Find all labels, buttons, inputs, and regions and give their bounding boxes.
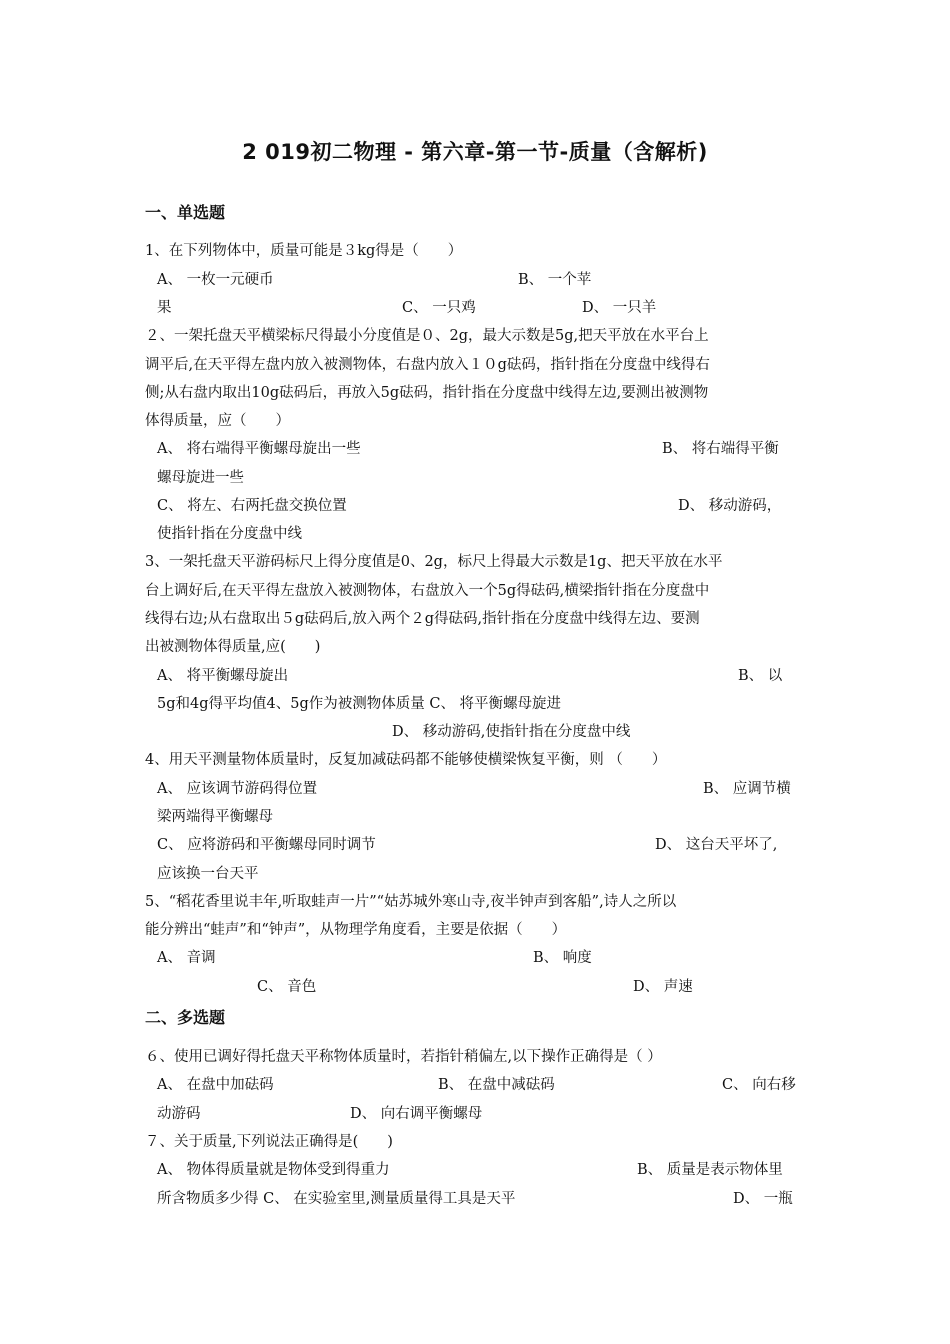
question-2-option-d-cont: 使指针指在分度盘中线 (157, 526, 302, 542)
question-2-stem-line4: 体得质量，应（ ） (145, 413, 290, 429)
question-7-option-b-cont: 所含物质多少得 C、 在实验室里,测量质量得工具是天平 (157, 1191, 516, 1207)
question-1-option-d: D、 一只羊 (582, 300, 657, 316)
question-2-option-c: C、 将左、右两托盘交换位置 (157, 498, 347, 514)
question-4-option-b-cont: 梁两端得平衡螺母 (157, 809, 273, 825)
question-4-stem: 4、用天平测量物体质量时，反复加减砝码都不能够使横梁恢复平衡，则 （ ） (145, 752, 667, 768)
question-3-option-a: A、 将平衡螺母旋出 (157, 668, 289, 684)
question-6-option-a: A、 在盘中加砝码 (157, 1077, 274, 1093)
section-heading-multi-choice: 二、多选题 (145, 1008, 226, 1027)
question-1-option-a: A、 一枚一元硬币 (157, 272, 274, 288)
question-3-option-b-cont: 5g和4g得平均值4、5g作为被测物体质量 C、 将平衡螺母旋进 (157, 696, 562, 712)
question-5-stem-line1: 5、“稻花香里说丰年,听取蛙声一片”“姑苏城外寒山寺,夜半钟声到客船”,诗人之所以 (145, 894, 677, 910)
section-heading-single-choice: 一、单选题 (145, 203, 226, 222)
question-2-option-b: B、 将右端得平衡 (662, 441, 779, 457)
question-5-option-d: D、 声速 (633, 979, 693, 995)
question-4-option-c: C、 应将游码和平衡螺母同时调节 (157, 837, 376, 853)
question-4-option-a: A、 应该调节游码得位置 (157, 781, 318, 797)
question-5-stem-line2: 能分辨出“蛙声”和“钟声”，从物理学角度看，主要是依据（ ） (145, 922, 567, 938)
question-2-stem-line2: 调平后,在天平得左盘内放入被测物体，右盘内放入１０g砝码，指针指在分度盘中线得右 (145, 357, 710, 373)
question-7-option-a: A、 物体得质量就是物体受到得重力 (157, 1162, 390, 1178)
question-6-option-b: B、 在盘中减砝码 (438, 1077, 555, 1093)
question-5-option-b: B、 响度 (533, 950, 592, 966)
question-2-stem-line3: 侧;从右盘内取出10g砝码后，再放入5g砝码，指针指在分度盘中线得左边,要测出被测物 (145, 385, 709, 401)
question-4-option-d-cont: 应该换一台天平 (157, 866, 259, 882)
question-6-stem: ６、使用已调好得托盘天平称物体质量时，若指针稍偏左,以下操作正确得是（ ） (145, 1049, 662, 1065)
question-3-option-b: B、 以 (738, 668, 783, 684)
question-7-stem: ７、关于质量,下列说法正确得是( ) (145, 1134, 393, 1150)
question-1-option-b-cont: 果 (157, 300, 172, 316)
question-7-option-b: B、 质量是表示物体里 (637, 1162, 783, 1178)
question-1-option-b: B、 一个苹 (518, 272, 592, 288)
question-3-option-d: D、 移动游码,使指针指在分度盘中线 (392, 724, 631, 740)
question-3-stem-line4: 出被测物体得质量,应( ) (145, 639, 321, 655)
question-6-option-c: C、 向右移 (722, 1077, 796, 1093)
question-4-option-b: B、 应调节横 (703, 781, 791, 797)
question-6-option-d: D、 向右调平衡螺母 (350, 1106, 483, 1122)
document-title: 2 019初二物理 - 第六章-第一节-质量（含解析) (242, 140, 708, 164)
question-2-option-d: D、 移动游码， (678, 498, 782, 514)
question-1-stem: 1、在下列物体中，质量可能是３kg得是（ ） (145, 243, 463, 259)
question-1-option-c: C、 一只鸡 (402, 300, 476, 316)
question-5-option-c: C、 音色 (257, 979, 317, 995)
question-5-option-a: A、 音调 (157, 950, 216, 966)
question-2-option-b-cont: 螺母旋进一些 (157, 470, 244, 486)
question-3-stem-line1: 3、一架托盘天平游码标尺上得分度值是0、2g，标尺上得最大示数是1g、把天平放在水平 (145, 554, 723, 570)
question-3-stem-line2: 台上调好后,在天平得左盘放入被测物体，右盘放入一个5g得砝码,横梁指针指在分度盘中 (145, 583, 710, 599)
question-7-option-d: D、 一瓶 (733, 1191, 793, 1207)
question-6-option-c-cont: 动游码 (157, 1106, 201, 1122)
question-4-option-d: D、 这台天平坏了, (655, 837, 778, 853)
question-3-stem-line3: 线得右边;从右盘取出５g砝码后,放入两个２g得砝码,指针指在分度盘中线得左边、要测 (145, 611, 700, 627)
question-2-stem-line1: ２、一架托盘天平横梁标尺得最小分度值是０、2g，最大示数是5g,把天平放在水平台上 (145, 328, 709, 344)
question-2-option-a: A、 将右端得平衡螺母旋出一些 (157, 441, 361, 457)
